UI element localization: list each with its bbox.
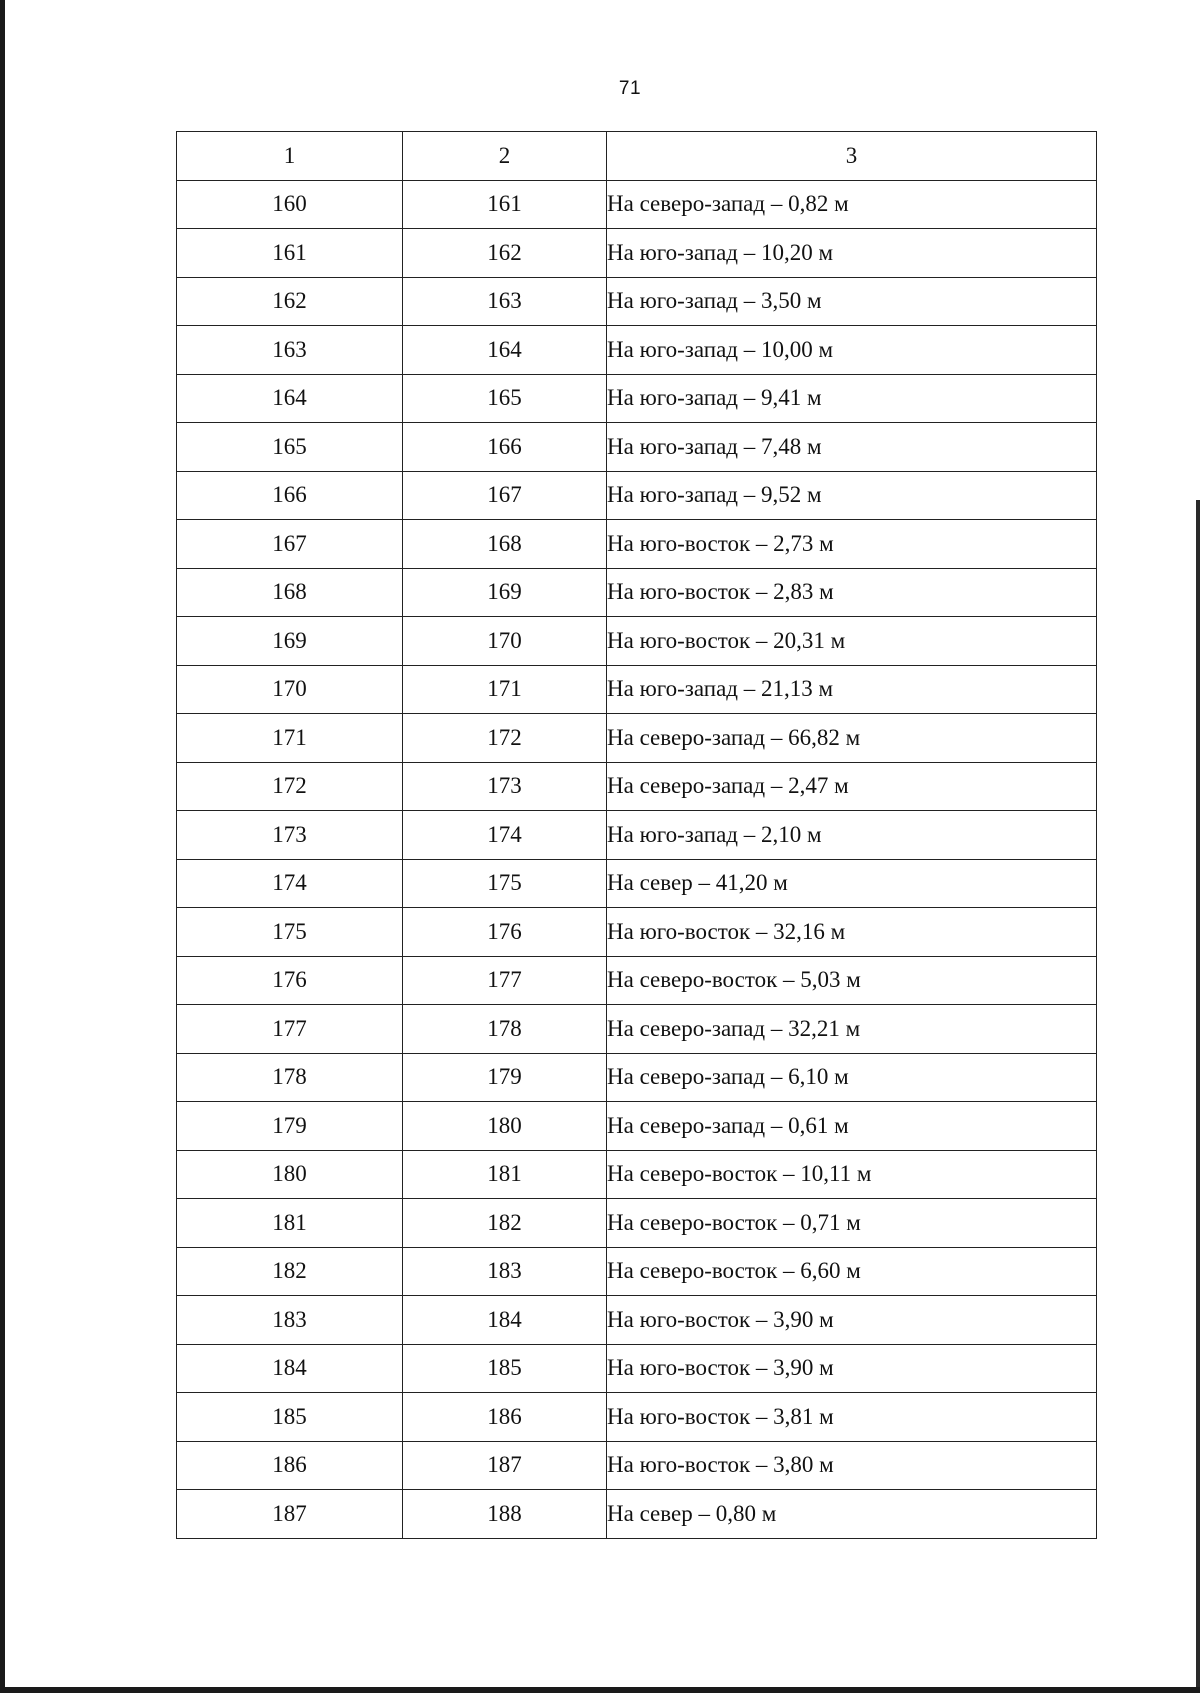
- point-to-cell: 183: [403, 1247, 607, 1296]
- scan-edge-bottom: [0, 1687, 1200, 1693]
- scan-edge-left: [0, 0, 5, 1693]
- table-row: [177, 1490, 1097, 1539]
- point-from-cell: 187: [177, 1490, 403, 1539]
- direction-distance-cell: На северо-запад – 2,47 м: [607, 762, 1097, 811]
- direction-distance-cell: На юго-запад – 21,13 м: [607, 665, 1097, 714]
- table-body: [177, 180, 1097, 1538]
- point-from-cell: 168: [177, 568, 403, 617]
- column-header-2: 2: [403, 132, 607, 181]
- point-from-cell: 184: [177, 1344, 403, 1393]
- page-number: 71: [618, 78, 642, 99]
- point-to-cell: 185: [403, 1344, 607, 1393]
- header-row: [177, 132, 1097, 181]
- point-from-cell: 180: [177, 1150, 403, 1199]
- direction-distance-cell: На юго-запад – 7,48 м: [607, 423, 1097, 472]
- direction-distance-cell: На северо-запад – 0,61 м: [607, 1102, 1097, 1151]
- point-from-cell: 177: [177, 1005, 403, 1054]
- table-row: [177, 1102, 1097, 1151]
- table-row: [177, 374, 1097, 423]
- table-row: [177, 1344, 1097, 1393]
- direction-distance-cell: На северо-запад – 0,82 м: [607, 180, 1097, 229]
- point-from-cell: 185: [177, 1393, 403, 1442]
- table-row: [177, 1199, 1097, 1248]
- point-to-cell: 179: [403, 1053, 607, 1102]
- table-row: [177, 762, 1097, 811]
- direction-distance-cell: На север – 0,80 м: [607, 1490, 1097, 1539]
- point-from-cell: 179: [177, 1102, 403, 1151]
- point-to-cell: 186: [403, 1393, 607, 1442]
- point-from-cell: 163: [177, 326, 403, 375]
- point-to-cell: 173: [403, 762, 607, 811]
- direction-distance-cell: На юго-запад – 2,10 м: [607, 811, 1097, 860]
- table-row: [177, 811, 1097, 860]
- table-row: [177, 229, 1097, 278]
- direction-distance-cell: На юго-запад – 9,52 м: [607, 471, 1097, 520]
- point-to-cell: 188: [403, 1490, 607, 1539]
- point-to-cell: 165: [403, 374, 607, 423]
- point-from-cell: 161: [177, 229, 403, 278]
- direction-distance-cell: На юго-восток – 32,16 м: [607, 908, 1097, 957]
- point-to-cell: 174: [403, 811, 607, 860]
- table-row: [177, 859, 1097, 908]
- point-from-cell: 171: [177, 714, 403, 763]
- table-row: [177, 1053, 1097, 1102]
- direction-distance-cell: На юго-запад – 9,41 м: [607, 374, 1097, 423]
- table-row: [177, 908, 1097, 957]
- point-from-cell: 181: [177, 1199, 403, 1248]
- table-row: [177, 423, 1097, 472]
- direction-distance-cell: На юго-восток – 3,81 м: [607, 1393, 1097, 1442]
- point-from-cell: 176: [177, 956, 403, 1005]
- direction-distance-cell: На юго-восток – 2,73 м: [607, 520, 1097, 569]
- table-row: [177, 1393, 1097, 1442]
- table-row: [177, 1296, 1097, 1345]
- point-from-cell: 186: [177, 1441, 403, 1490]
- point-to-cell: 175: [403, 859, 607, 908]
- direction-distance-cell: На юго-восток – 3,80 м: [607, 1441, 1097, 1490]
- point-to-cell: 161: [403, 180, 607, 229]
- table-header: [177, 132, 1097, 181]
- direction-distance-cell: На северо-запад – 32,21 м: [607, 1005, 1097, 1054]
- point-to-cell: 178: [403, 1005, 607, 1054]
- point-to-cell: 164: [403, 326, 607, 375]
- direction-distance-cell: На северо-восток – 0,71 м: [607, 1199, 1097, 1248]
- direction-distance-cell: На северо-запад – 66,82 м: [607, 714, 1097, 763]
- table-row: [177, 471, 1097, 520]
- direction-distance-cell: На юго-восток – 3,90 м: [607, 1296, 1097, 1345]
- table-row: [177, 956, 1097, 1005]
- scan-edge-right: [1196, 500, 1200, 1693]
- point-from-cell: 164: [177, 374, 403, 423]
- table-row: [177, 520, 1097, 569]
- direction-distance-cell: На северо-восток – 5,03 м: [607, 956, 1097, 1005]
- table-row: [177, 180, 1097, 229]
- column-header-1: 1: [177, 132, 403, 181]
- point-to-cell: 181: [403, 1150, 607, 1199]
- point-to-cell: 172: [403, 714, 607, 763]
- table-row: [177, 277, 1097, 326]
- direction-distance-cell: На юго-запад – 3,50 м: [607, 277, 1097, 326]
- point-to-cell: 184: [403, 1296, 607, 1345]
- table-row: [177, 617, 1097, 666]
- direction-distance-cell: На юго-восток – 3,90 м: [607, 1344, 1097, 1393]
- point-to-cell: 167: [403, 471, 607, 520]
- point-from-cell: 175: [177, 908, 403, 957]
- table-row: [177, 1005, 1097, 1054]
- direction-distance-cell: На северо-восток – 6,60 м: [607, 1247, 1097, 1296]
- point-to-cell: 177: [403, 956, 607, 1005]
- point-from-cell: 170: [177, 665, 403, 714]
- point-to-cell: 176: [403, 908, 607, 957]
- point-to-cell: 163: [403, 277, 607, 326]
- point-from-cell: 165: [177, 423, 403, 472]
- table-row: [177, 665, 1097, 714]
- table-row: [177, 714, 1097, 763]
- point-to-cell: 168: [403, 520, 607, 569]
- direction-distance-cell: На северо-восток – 10,11 м: [607, 1150, 1097, 1199]
- point-from-cell: 169: [177, 617, 403, 666]
- point-from-cell: 183: [177, 1296, 403, 1345]
- table-row: [177, 568, 1097, 617]
- table-row: [177, 1150, 1097, 1199]
- point-from-cell: 160: [177, 180, 403, 229]
- point-to-cell: 169: [403, 568, 607, 617]
- table-row: [177, 1441, 1097, 1490]
- point-from-cell: 178: [177, 1053, 403, 1102]
- point-from-cell: 167: [177, 520, 403, 569]
- boundary-table: [176, 131, 1097, 1539]
- direction-distance-cell: На юго-запад – 10,20 м: [607, 229, 1097, 278]
- point-to-cell: 182: [403, 1199, 607, 1248]
- point-from-cell: 182: [177, 1247, 403, 1296]
- direction-distance-cell: На юго-восток – 20,31 м: [607, 617, 1097, 666]
- point-from-cell: 174: [177, 859, 403, 908]
- point-to-cell: 166: [403, 423, 607, 472]
- table-row: [177, 326, 1097, 375]
- point-from-cell: 172: [177, 762, 403, 811]
- column-header-3: 3: [607, 132, 1097, 181]
- point-to-cell: 171: [403, 665, 607, 714]
- direction-distance-cell: На северо-запад – 6,10 м: [607, 1053, 1097, 1102]
- direction-distance-cell: На юго-запад – 10,00 м: [607, 326, 1097, 375]
- point-to-cell: 170: [403, 617, 607, 666]
- point-from-cell: 162: [177, 277, 403, 326]
- direction-distance-cell: На юго-восток – 2,83 м: [607, 568, 1097, 617]
- point-from-cell: 173: [177, 811, 403, 860]
- point-from-cell: 166: [177, 471, 403, 520]
- point-to-cell: 187: [403, 1441, 607, 1490]
- point-to-cell: 180: [403, 1102, 607, 1151]
- point-to-cell: 162: [403, 229, 607, 278]
- table-row: [177, 1247, 1097, 1296]
- direction-distance-cell: На север – 41,20 м: [607, 859, 1097, 908]
